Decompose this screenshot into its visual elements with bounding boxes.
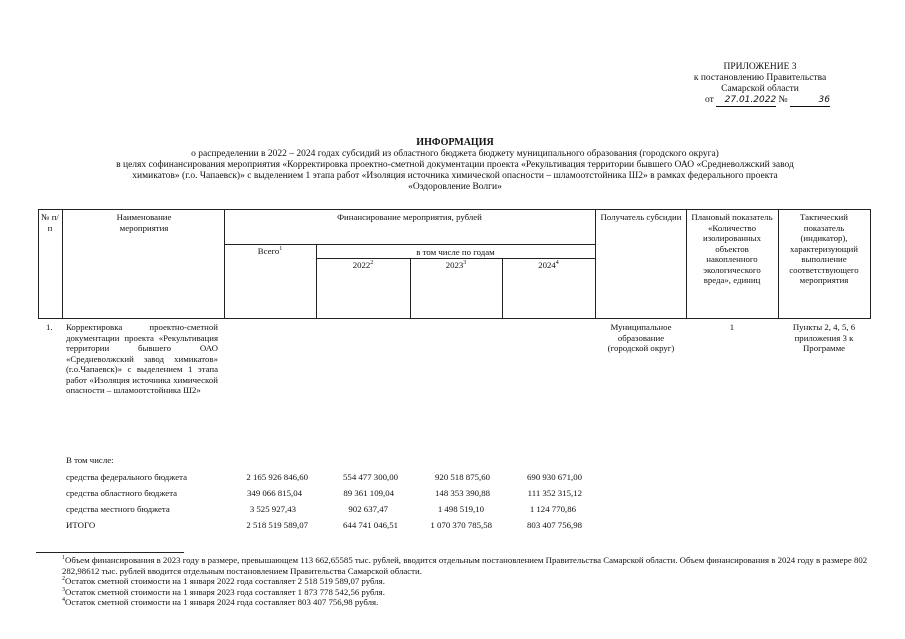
footnote-3-text: Остаток сметной стоимости на 1 января 2023 года составляет 1 873 778 542,56 рубля. [65,586,385,597]
table-top-border [38,209,870,210]
footnote-4 [62,597,872,608]
budget-line-total: 349 066 815,04 [247,488,302,498]
title-line4: «Оздоровление Волги» [408,182,502,192]
budget-line-total: 2 518 519 589,07 [246,520,308,530]
budget-line-label: ИТОГО [66,520,96,530]
footnotes [62,555,872,608]
budget-line-2022: 902 637,47 [348,504,388,514]
header-2023-label: 2023 [445,260,464,270]
footnote-1 [62,555,872,576]
footnote-4-text: Остаток сметной стоимости на 1 января 2024 года составляет 803 407 756,98 рубля. [65,597,379,608]
budget-line-2024: 111 352 315,12 [527,488,582,498]
row-num: 1. [46,322,53,332]
col-border-8 [778,209,779,319]
budget-line-2022: 89 361 109,04 [343,488,394,498]
row-recipient: Муниципальное образование (городской округ) [607,322,675,353]
col-border-0 [38,209,39,319]
col-border-7 [686,209,687,319]
col-border-2 [224,209,225,319]
budget-line-label: средства федерального бюджета [66,472,187,482]
table-header-bottom-border [38,318,870,319]
budget-line-2023: 148 353 390,88 [435,488,490,498]
budget-line-2023: 920 518 875,60 [435,472,490,482]
budget-line-label: средства местного бюджета [66,504,170,514]
col-border-6 [595,209,596,319]
years-subheader-border [316,258,595,259]
header-by-years: в том числе по годам [416,247,495,257]
appendix-header [660,62,860,107]
footnote-3 [62,587,872,598]
header-2024-sup: 4 [555,260,559,267]
number-label: № [778,95,788,105]
budget-line-total: 2 165 926 846,60 [246,472,308,482]
title-line2: в целях софинансирования мероприятия «Корректировка проектно-сметной документации проекта «Рекультивация территории бывшего ОАО «Средневолжский завод [116,160,794,170]
header-financing: Финансирование мероприятия, рублей [337,212,482,222]
header-planned: Плановый показатель «Количество изолированных объектов накопленного экологического вреда», единиц [691,212,773,285]
row-planned: 1 [729,322,735,332]
header-name: Наименование мероприятия [116,212,172,233]
header-2023 [412,260,500,271]
signature-number: 36 [790,95,830,107]
budget-line-2022: 644 741 046,51 [343,520,398,530]
col-border-4 [410,258,411,319]
col-border-9 [870,209,871,319]
document-title [40,137,870,193]
financing-subheader-border [224,244,595,245]
appendix-title: ПРИЛОЖЕНИЕ 3 [723,62,797,72]
header-2024 [504,260,593,271]
from-label: от [705,95,714,105]
budget-line-label: средства областного бюджета [66,488,178,498]
budget-line-total: 3 525 927,43 [249,504,296,514]
budget-line-2024: 690 930 671,00 [527,472,582,482]
budget-line-2022: 554 477 300,00 [343,472,398,482]
budget-line-2023: 1 498 519,10 [437,504,484,514]
footnote-4-sup: 4 [62,597,65,604]
appendix-line1: к постановлению Правительства [693,73,827,83]
footnote-2-text: Остаток сметной стоимости на 1 января 2022 года составляет 2 518 519 589,07 рубля. [65,576,385,587]
col-border-3 [316,244,317,319]
footnote-1-sup: 1 [62,555,65,562]
footnote-1-text: Объем финансирования в 2023 году в размере, превышающем 113 662,65585 тыс. рублей, вводится отдельным постановлением Правительства Самарской области. Объем финансирования в 2024 году в размере 802 282,98612 тыс. рублей вводится отдельным постановлением Правительства Самарской области. [62,555,868,576]
title-heading: ИНФОРМАЦИЯ [416,137,494,148]
header-2023-sup: 3 [463,260,467,267]
appendix-line2: Самарской области [721,84,799,94]
budget-line-2023: 1 070 370 785,58 [430,520,492,530]
footnote-2 [62,576,872,587]
header-total-label: Всего [257,246,280,256]
budget-line-2024: 1 124 770,86 [529,504,576,514]
header-2022-sup: 2 [370,260,374,267]
footnote-rule [36,552,184,553]
row-tactical: Пункты 2, 4, 5, 6 приложения 3 к Программе [792,322,856,353]
header-total-sup: 1 [279,246,283,253]
header-2022 [318,260,408,271]
col-border-1 [62,209,63,319]
header-recipient: Получатель субсидии [600,212,682,222]
including-label: В том числе: [66,455,114,465]
header-num: № п/п [41,212,59,233]
header-2022-label: 2022 [352,260,371,270]
title-line1: о распределении в 2022 – 2024 годах субсидий из областного бюджета бюджету муниципального образования (городского округа) [191,149,719,159]
row-name: Корректировка проектно-сметной документации проекта «Рекультивация территории бывшего ОАО «Средневолжский завод химикатов» (г.о.Чапаевск)» с выделением 1 этапа работ «Изоляция источника химической опасности – шламоотстойника Ш2» [66,322,218,395]
col-border-5 [502,258,503,319]
header-tactical: Тактический показатель (индикатор), характеризующий выполнение соответствующего мероприятия [789,212,859,285]
signature-date: 27.01.2022 [716,95,776,107]
footnote-2-sup: 2 [62,576,65,583]
appendix-date-line [660,95,860,107]
budget-line-2024: 803 407 756,98 [527,520,582,530]
header-total [226,246,314,257]
header-2024-label: 2024 [538,260,556,270]
footnote-3-sup: 3 [62,586,65,593]
title-line3: химикатов» (г.о. Чапаевск)» с выделением 1 этапа работ «Изоляция источника химической опасности – шламоотстойника Ш2» в рамках федерального проекта [132,171,778,181]
